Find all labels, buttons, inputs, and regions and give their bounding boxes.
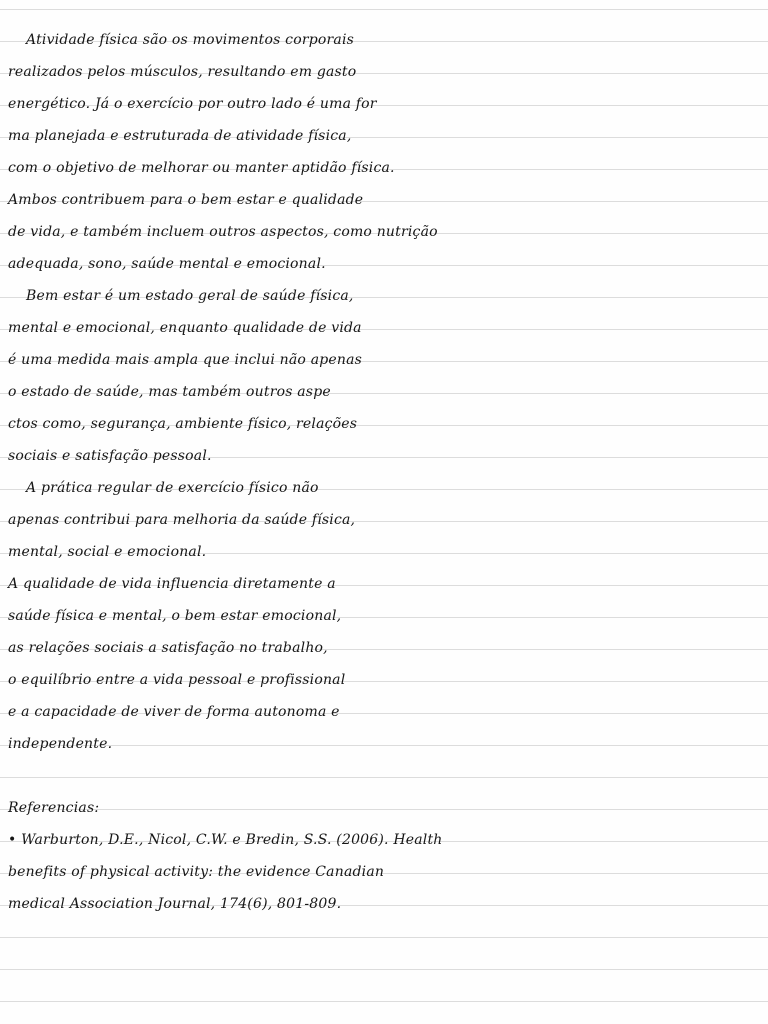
text-line: adequada, sono, saúde mental e emocional.: [8, 256, 326, 272]
text-line: o equilíbrio entre a vida pessoal e profissional: [8, 672, 346, 688]
text-line: Bem estar é um estado geral de saúde física,: [26, 288, 354, 304]
text-line: mental, social e emocional.: [8, 544, 207, 560]
text-line: mental e emocional, enquanto qualidade de vida: [8, 320, 362, 336]
text-line: Ambos contribuem para o bem estar e qualidade: [8, 192, 364, 208]
paragraph: [0, 24, 768, 280]
reference-text: Warburton, D.E., Nicol, C.W. e Bredin, S.S. (2006). Health: [21, 832, 443, 848]
text-line: ma planejada e estruturada de atividade física,: [8, 128, 352, 144]
reference-text: benefits of physical activity: the evidence Canadian: [8, 864, 385, 880]
text-line: sociais e satisfação pessoal.: [8, 448, 212, 464]
text-line: apenas contribui para melhoria da saúde física,: [8, 512, 356, 528]
bullet-icon: •: [8, 832, 17, 848]
text-line: Atividade física são os movimentos corporais: [26, 32, 355, 48]
text-line: com o objetivo de melhorar ou manter aptidão física.: [8, 160, 395, 176]
text-line: o estado de saúde, mas também outros aspe: [8, 384, 331, 400]
text-line: as relações sociais a satisfação no trabalho,: [8, 640, 328, 656]
references-section: [0, 792, 768, 920]
text-line: independente.: [8, 736, 113, 752]
reference-text: medical Association Journal, 174(6), 801-809.: [8, 896, 342, 912]
reference-item: [0, 824, 768, 856]
blank-line: [0, 760, 768, 792]
text-line: é uma medida mais ampla que inclui não apenas: [8, 352, 363, 368]
handwritten-text: [0, 24, 768, 920]
text-line: ctos como, segurança, ambiente físico, relações: [8, 416, 358, 432]
paragraph: [0, 472, 768, 568]
text-line: A qualidade de vida influencia diretamente a: [8, 576, 336, 592]
text-line: de vida, e também incluem outros aspectos, como nutrição: [8, 224, 438, 240]
text-line: saúde física e mental, o bem estar emocional,: [8, 608, 342, 624]
paragraph: [0, 280, 768, 472]
references-heading: Referencias:: [8, 800, 100, 816]
paragraph: [0, 568, 768, 760]
text-line: e a capacidade de viver de forma autonoma e: [8, 704, 340, 720]
text-line: energético. Já o exercício por outro lado é uma for: [8, 96, 377, 112]
text-line: A prática regular de exercício físico não: [26, 480, 319, 496]
text-line: realizados pelos músculos, resultando em gasto: [8, 64, 357, 80]
